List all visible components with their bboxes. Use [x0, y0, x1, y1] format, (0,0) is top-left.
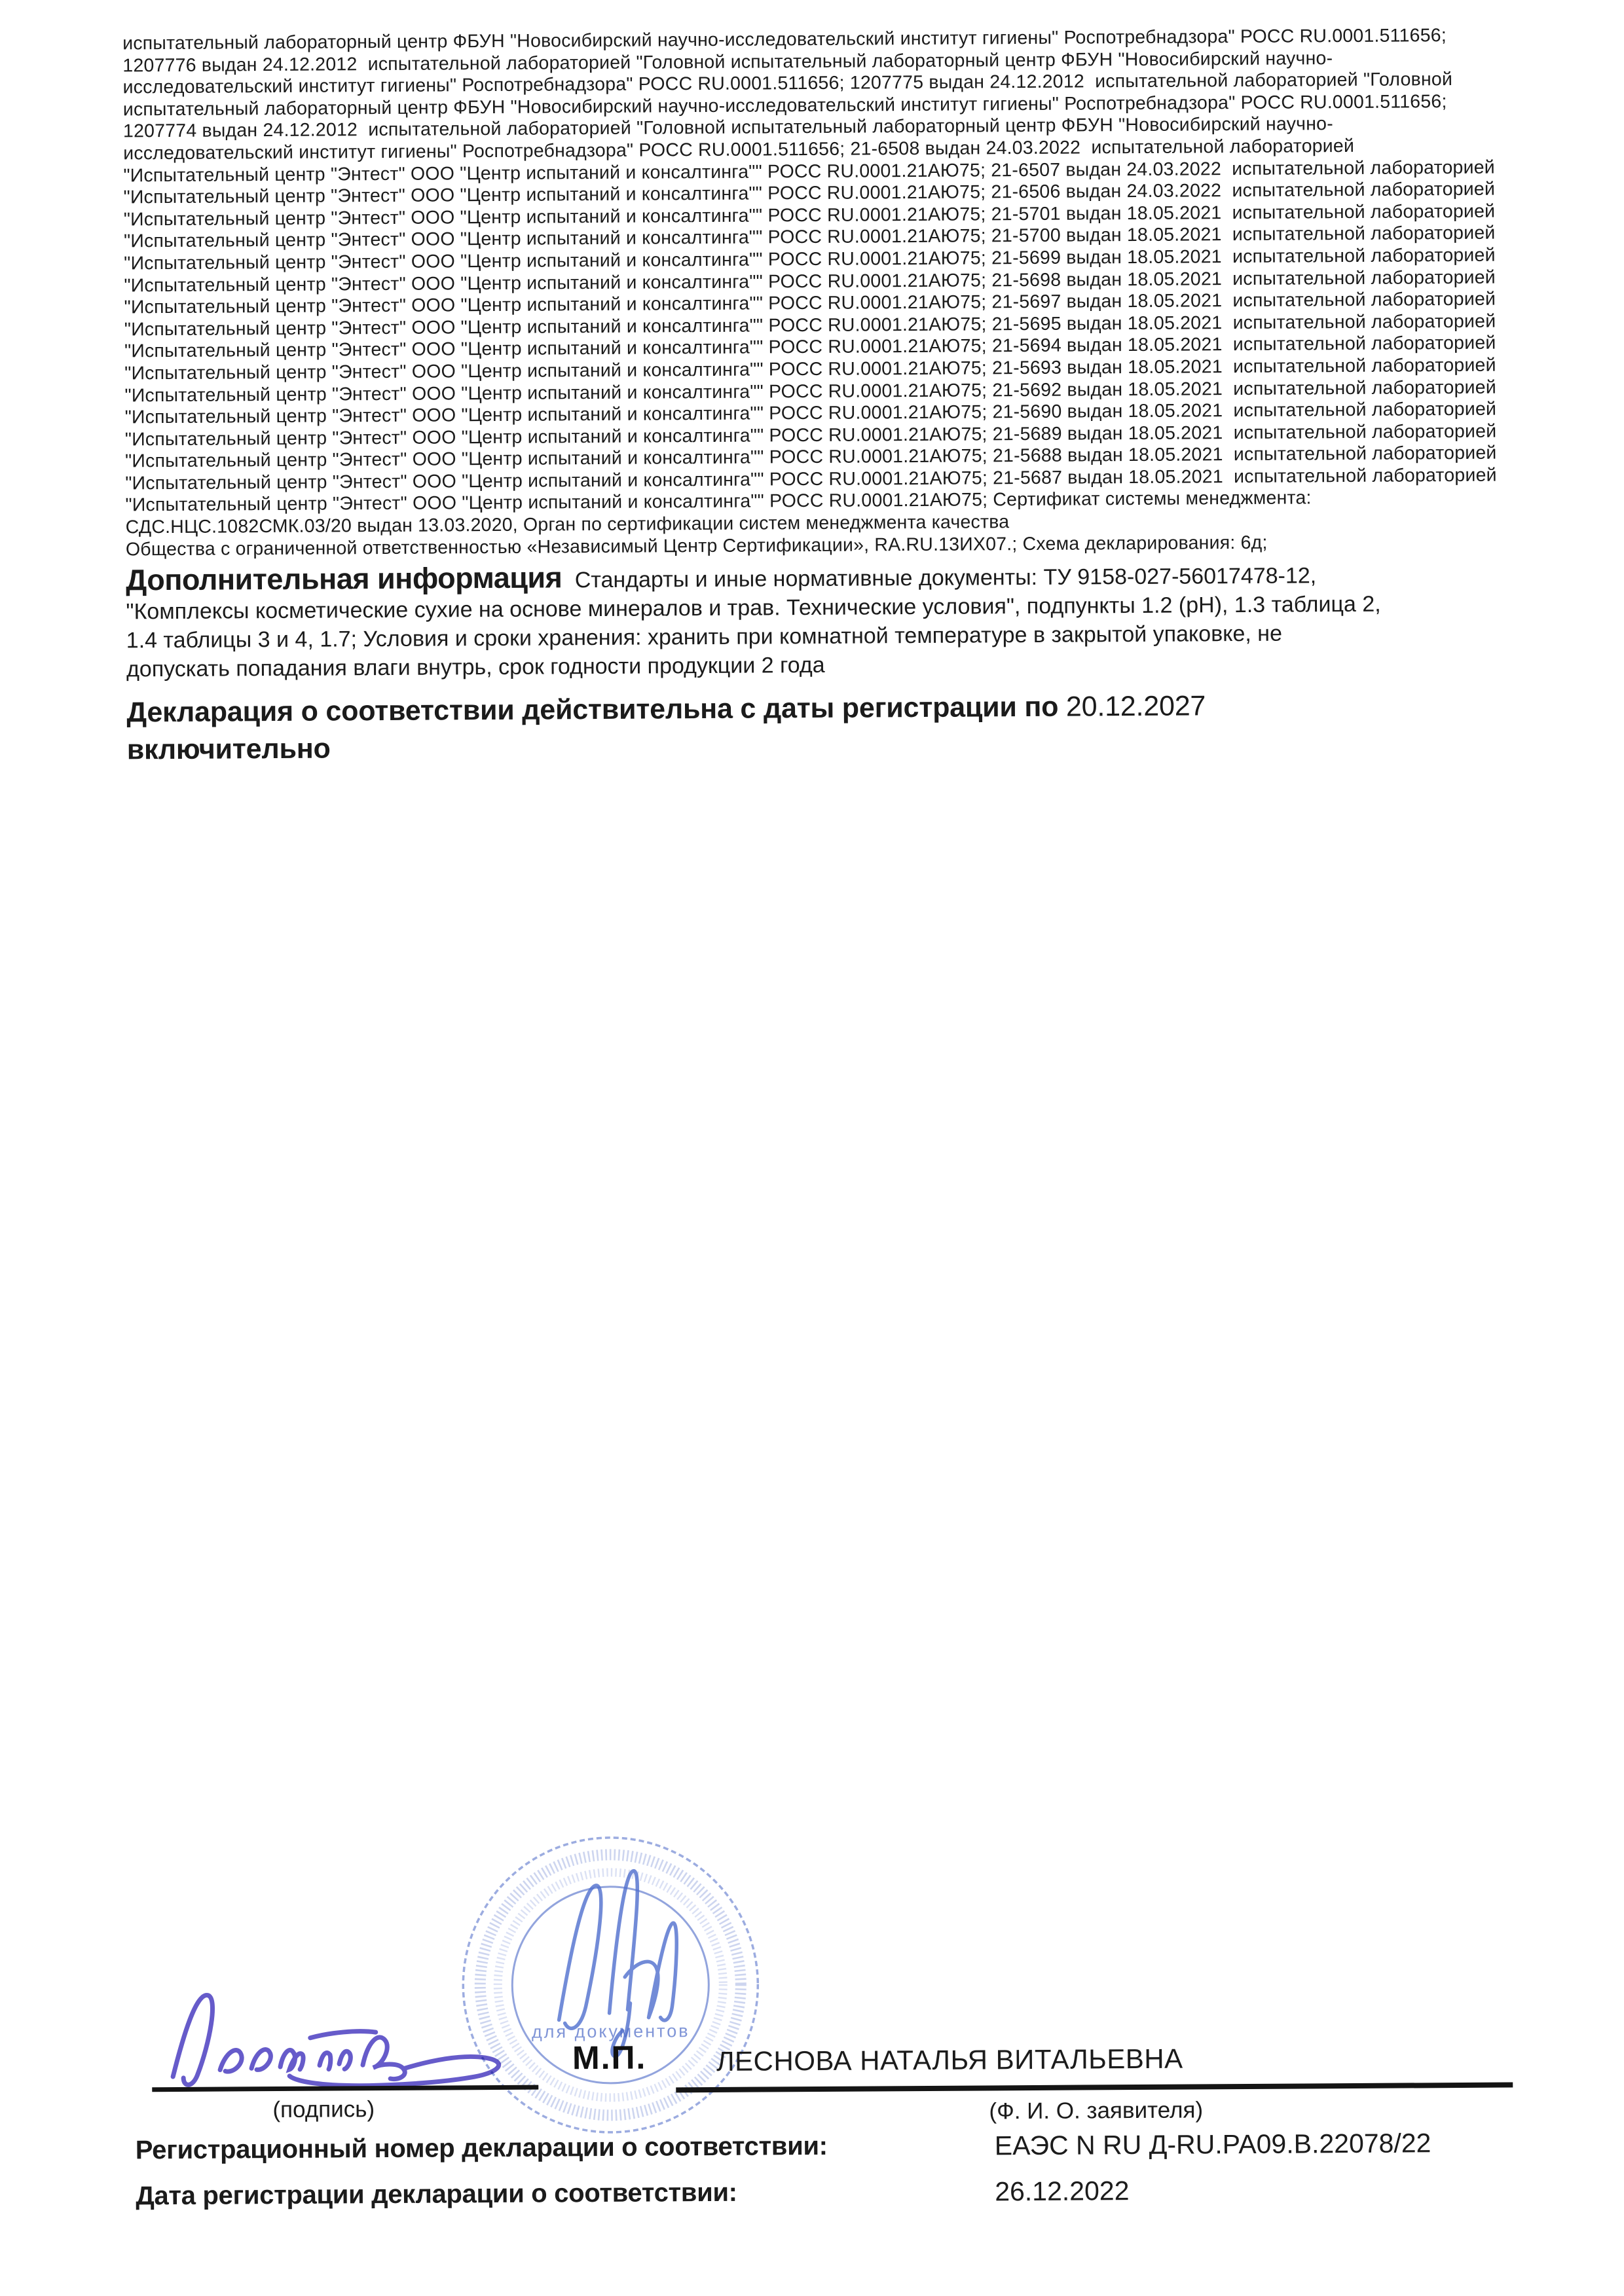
- applicant-name: ЛЕСНОВА НАТАЛЬЯ ВИТАЛЬЕВНА: [716, 2043, 1183, 2077]
- document-text-line: "Испытательный центр "Энтест" ООО "Центр испытаний и консалтинга"" РОСС RU.0001.21АЮ75; 21-5689 выдан 18.05.2021 испытательной лабораторией: [124, 420, 1497, 450]
- stamp-caption-text: для документов: [531, 2021, 690, 2042]
- document-text-line: "Испытательный центр "Энтест" ООО "Центр испытаний и консалтинга"" РОСС RU.0001.21АЮ75; 21-6506 выдан 24.03.2022 испытательной лабораторией: [123, 178, 1496, 208]
- document-text-line: исследовательский институт гигиены" Роспотребнадзора" РОСС RU.0001.511656; 21-6508 выдан 24.03.2022 испытательной лабораторией: [123, 135, 1355, 164]
- document-text-line: СДС.НЦС.1082СМК.03/20 выдан 13.03.2020, Орган по сертификации систем менеджмента качества: [125, 511, 1010, 538]
- document-text-line: испытательный лабораторный центр ФБУН "Новосибирский научно-исследовательский институт гигиены" Роспотребнадзора" РОСС RU.0001.511656;: [122, 90, 1447, 120]
- document-text-line: "Испытательный центр "Энтест" ООО "Центр испытаний и консалтинга"" РОСС RU.0001.21АЮ75; 21-5695 выдан 18.05.2021 испытательной лабораторией: [124, 310, 1496, 340]
- validity-statement: [126, 686, 1502, 769]
- test-labs-text-block: [122, 24, 1566, 561]
- document-text-line: "Испытательный центр "Энтест" ООО "Центр испытаний и консалтинга"" РОСС RU.0001.21АЮ75; 21-5700 выдан 18.05.2021 испытательной лабораторией: [123, 222, 1496, 252]
- document-text-line: "Испытательный центр "Энтест" ООО "Центр испытаний и консалтинга"" РОСС RU.0001.21АЮ75; Сертификат системы менеджмента:: [125, 487, 1312, 516]
- signature-caption: (подпись): [272, 2096, 375, 2123]
- document-text-line: 1207776 выдан 24.12.2012 испытательной лабораторией "Головной испытательный лабораторный центр ФБУН "Новосибирский научно-: [122, 47, 1333, 77]
- additional-info-section: [126, 557, 1547, 683]
- applicant-name-line: [676, 2083, 1513, 2093]
- document-text-line: 1207774 выдан 24.12.2012 испытательной лабораторией "Головной испытательный лабораторный центр ФБУН "Новосибирский научно-: [122, 113, 1333, 142]
- registration-number-label: Регистрационный номер декларации о соответствии:: [135, 2131, 828, 2165]
- document-text-line: "Испытательный центр "Энтест" ООО "Центр испытаний и консалтинга"" РОСС RU.0001.21АЮ75; 21-5693 выдан 18.05.2021 испытательной лабораторией: [124, 354, 1496, 384]
- document-text-line: "Испытательный центр "Энтест" ООО "Центр испытаний и консалтинга"" РОСС RU.0001.21АЮ75; 21-6507 выдан 24.03.2022 испытательной лабораторией: [123, 156, 1495, 186]
- additional-info-line: 1.4 таблицы 3 и 4, 1.7; Условия и сроки хранения: хранить при комнатной температуре в закрытой упаковке, не: [126, 621, 1283, 653]
- stamp-place-label: М.П.: [572, 2039, 647, 2077]
- document-text-line: "Испытательный центр "Энтест" ООО "Центр испытаний и консалтинга"" РОСС RU.0001.21АЮ75; 21-5688 выдан 18.05.2021 испытательной лабораторией: [124, 442, 1497, 472]
- document-text-line: "Испытательный центр "Энтест" ООО "Центр испытаний и консалтинга"" РОСС RU.0001.21АЮ75; 21-5687 выдан 18.05.2021 испытательной лабораторией: [125, 464, 1497, 494]
- additional-info-line: допускать попадания влаги внутрь, срок годности продукции 2 года: [126, 652, 825, 682]
- additional-info-line: "Комплексы косметические сухие на основе минералов и трав. Технические условия", подпункты 1.2 (pH), 1.3 таблица 2,: [126, 591, 1381, 625]
- document-text-line: "Испытательный центр "Энтест" ООО "Центр испытаний и консалтинга"" РОСС RU.0001.21АЮ75; 21-5694 выдан 18.05.2021 испытательной лабораторией: [124, 332, 1496, 362]
- additional-info-heading: Дополнительная информация: [126, 560, 563, 597]
- additional-info-text: Стандарты и иные нормативные документы: ТУ 9158-027-56017478-12,: [574, 563, 1317, 593]
- validity-label: Декларация о соответствии действительна с даты регистрации по: [126, 691, 1059, 729]
- validity-suffix: включительно: [126, 733, 331, 766]
- document-text-line: "Испытательный центр "Энтест" ООО "Центр испытаний и консалтинга"" РОСС RU.0001.21АЮ75; 21-5697 выдан 18.05.2021 испытательной лабораторией: [124, 288, 1496, 318]
- registration-date-label: Дата регистрации декларации о соответствии:: [136, 2178, 737, 2211]
- registration-number-value: ЕАЭС N RU Д-RU.РА09.В.22078/22: [994, 2128, 1431, 2161]
- document-text-line: "Испытательный центр "Энтест" ООО "Центр испытаний и консалтинга"" РОСС RU.0001.21АЮ75; 21-5701 выдан 18.05.2021 испытательной лабораторией: [123, 200, 1496, 230]
- document-text-line: исследовательский институт гигиены" Роспотребнадзора" РОСС RU.0001.511656; 1207775 выдан 24.12.2012 испытательной лабораторией "Головной: [122, 69, 1453, 98]
- handwritten-signature: [154, 1971, 528, 2098]
- document-text-line: "Испытательный центр "Энтест" ООО "Центр испытаний и консалтинга"" РОСС RU.0001.21АЮ75; 21-5690 выдан 18.05.2021 испытательной лабораторией: [124, 398, 1497, 428]
- document-text-line: "Испытательный центр "Энтест" ООО "Центр испытаний и консалтинга"" РОСС RU.0001.21АЮ75; 21-5698 выдан 18.05.2021 испытательной лабораторией: [124, 266, 1496, 296]
- document-text-line: "Испытательный центр "Энтест" ООО "Центр испытаний и консалтинга"" РОСС RU.0001.21АЮ75; 21-5699 выдан 18.05.2021 испытательной лабораторией: [124, 244, 1496, 274]
- applicant-caption: (Ф. И. О. заявителя): [989, 2097, 1204, 2124]
- validity-date: 20.12.2027: [1065, 690, 1206, 723]
- document-text-line: испытательный лабораторный центр ФБУН "Новосибирский научно-исследовательский институт гигиены" Роспотребнадзора" РОСС RU.0001.511656;: [122, 25, 1447, 54]
- document-text-line: "Испытательный центр "Энтест" ООО "Центр испытаний и консалтинга"" РОСС RU.0001.21АЮ75; 21-5692 выдан 18.05.2021 испытательной лабораторией: [124, 376, 1496, 406]
- document-text-line: Общества с ограниченной ответственностью «Независимый Центр Сертификации», RA.RU.13ИХ07.; Схема декларирования: 6д;: [125, 532, 1268, 560]
- registration-date-value: 26.12.2022: [995, 2176, 1130, 2207]
